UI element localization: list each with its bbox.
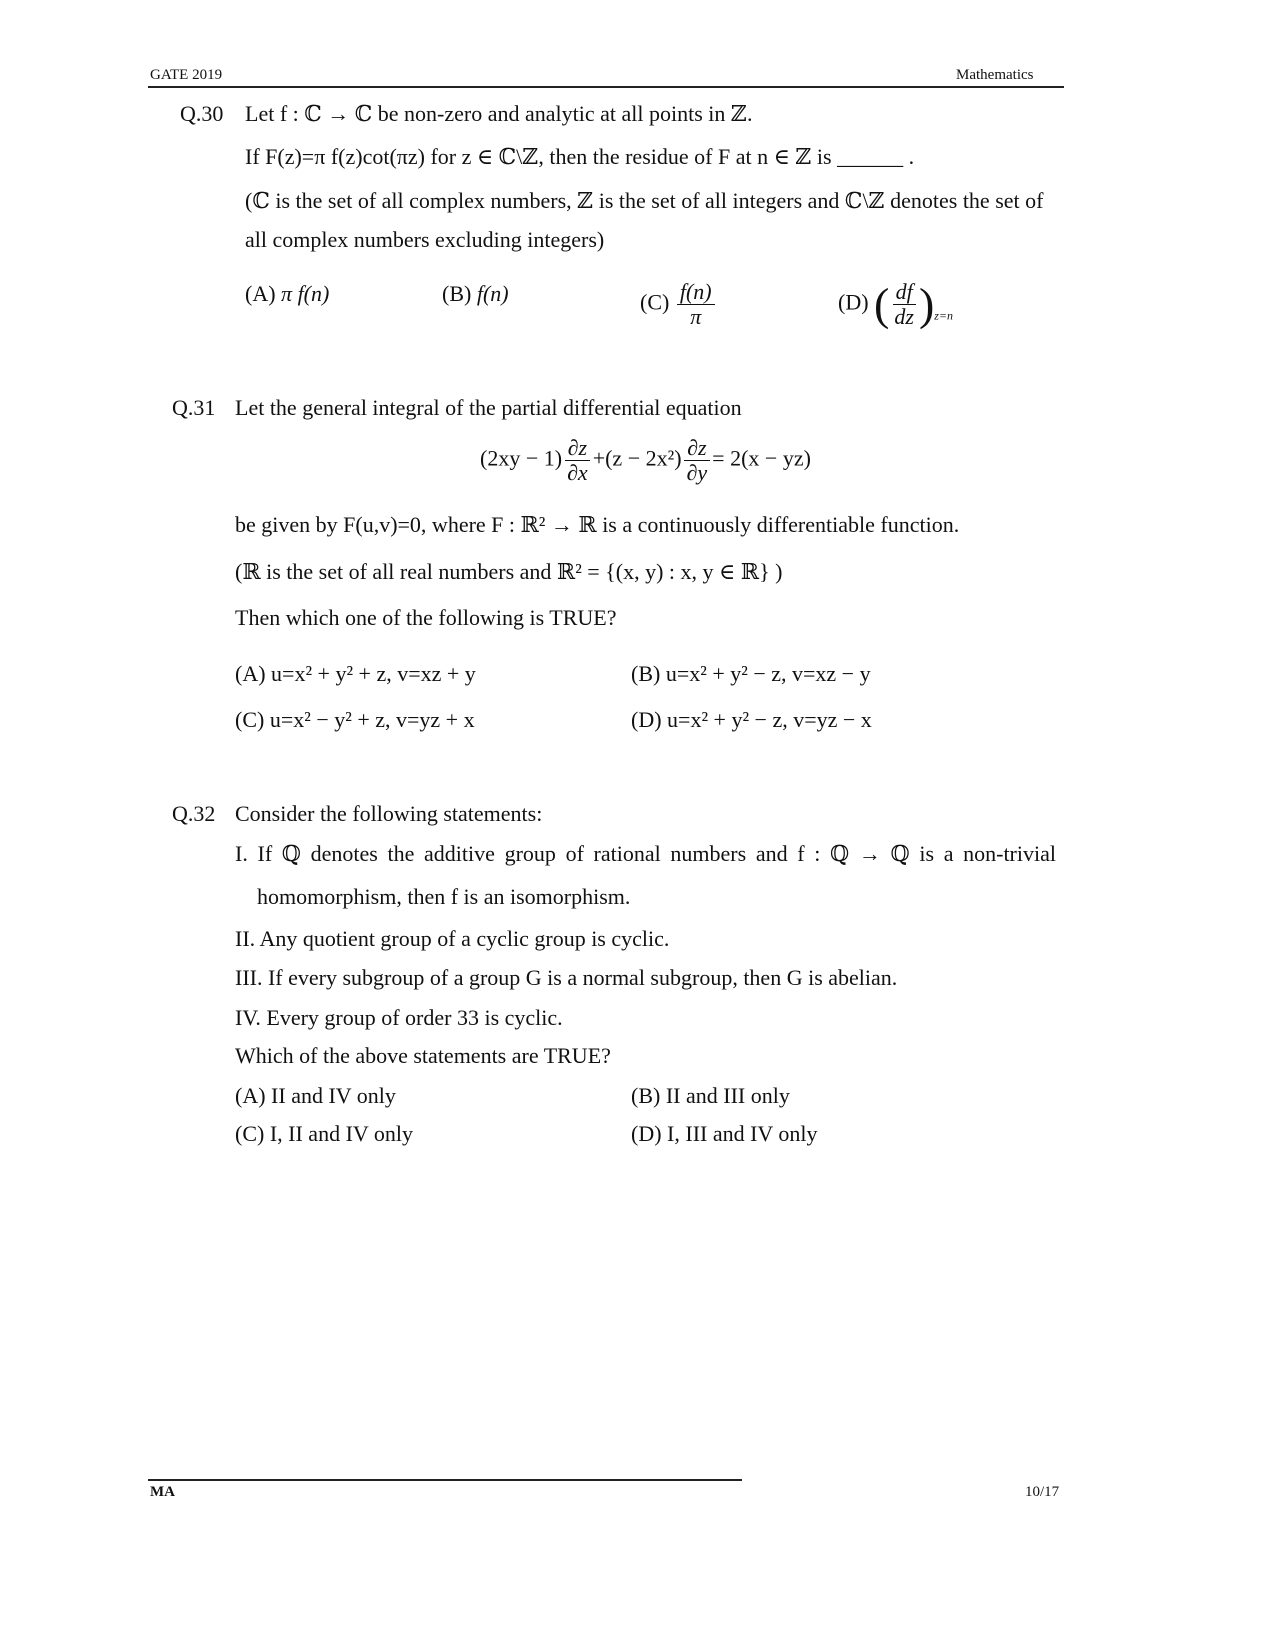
q30-option-c (640, 280, 717, 329)
q31-number: Q.31 (172, 395, 216, 420)
q32-option-d: (D) I, III and IV only (631, 1121, 818, 1146)
q30-line1: Let f : ℂ → ℂ be non-zero and analytic at all points in ℤ. (245, 101, 753, 126)
q31-line2: be given by F(u,v)=0, where F : ℝ² → ℝ is a continuously differentiable function. (235, 512, 960, 537)
q31-eq-mid: +(z − 2x²) (592, 445, 682, 471)
q31-option-a: (A) u=x² + y² + z, v=xz + y (235, 661, 476, 686)
header-exam-title: GATE 2019 (150, 67, 223, 83)
q32-number: Q.32 (172, 801, 216, 826)
q30-option-a-text: π f(n) (281, 281, 330, 306)
q32-option-b: (B) II and III only (631, 1083, 790, 1108)
q31-eq-frac2-den: ∂y (686, 460, 708, 485)
q30-number: Q.30 (180, 101, 224, 126)
q31-option-c: (C) u=x² − y² + z, v=yz + x (235, 707, 475, 732)
header-subject: Mathematics (956, 67, 1034, 83)
q31-eq-frac1-num: ∂z (565, 436, 590, 461)
footer-rule (148, 1479, 742, 1481)
q32-line1: Consider the following statements: (235, 801, 543, 826)
footer-page-number: 10/17 (1025, 1484, 1060, 1500)
q31-eq-right: = 2(x − yz) (712, 445, 811, 471)
q31-eq-left: (2xy − 1) (480, 445, 563, 471)
q30-line2: If F(z)=π f(z)cot(πz) for z ∈ ℂ\ℤ, then the residue of F at n ∈ ℤ is ______ . (245, 144, 915, 169)
q31-eq-frac2-num: ∂z (684, 436, 709, 461)
footer-paper-code: MA (150, 1484, 175, 1500)
header-rule (148, 86, 1064, 88)
q31-line4: Then which one of the following is TRUE? (235, 605, 617, 630)
q30-line3: (ℂ is the set of all complex numbers, ℤ is the set of all integers and ℂ\ℤ denotes the set of (245, 188, 1044, 213)
q32-statement-1a: I. If ℚ denotes the additive group of rational numbers and f : ℚ → ℚ is a non-trivial (235, 841, 1056, 866)
q32-statement-2: II. Any quotient group of a cyclic group is cyclic. (235, 926, 670, 951)
q30-option-a-label: (A) (245, 281, 276, 306)
q30-option-b (442, 280, 509, 308)
q31-line1: Let the general integral of the partial differential equation (235, 395, 742, 420)
q30-option-d-numerator: df (893, 280, 916, 305)
q32-ask: Which of the above statements are TRUE? (235, 1043, 611, 1068)
q30-option-d-label: (D) (838, 289, 869, 315)
q32-statement-3: III. If every subgroup of a group G is a normal subgroup, then G is abelian. (235, 965, 898, 990)
q30-option-d-denominator: dz (894, 304, 914, 329)
q30-option-b-label: (B) (442, 281, 472, 306)
q31-option-b: (B) u=x² + y² − z, v=xz − y (631, 661, 871, 686)
q30-option-b-text: f(n) (476, 281, 509, 306)
q31-option-d: (D) u=x² + y² − z, v=yz − x (631, 707, 872, 732)
q32-option-c: (C) I, II and IV only (235, 1121, 413, 1146)
q31-line3: (ℝ is the set of all real numbers and ℝ² = {(x, y) : x, y ∈ ℝ} ) (235, 559, 783, 584)
q31-equation (480, 436, 811, 485)
q30-option-a (245, 280, 329, 308)
q30-option-c-denominator: π (690, 304, 702, 329)
q30-option-c-label: (C) (640, 289, 670, 315)
q30-option-d-subscript: z=n (934, 308, 954, 323)
q30-line4: all complex numbers excluding integers) (245, 227, 605, 252)
q30-option-d: (D) ( $\frac{df}{dz}$ )$_{z=n}$ (838, 278, 954, 330)
q30-option-c-numerator: f(n) (677, 280, 715, 305)
q32-statement-1b: homomorphism, then f is an isomorphism. (257, 884, 631, 909)
q32-statement-4: IV. Every group of order 33 is cyclic. (235, 1005, 563, 1030)
q31-eq-frac1-den: ∂x (567, 460, 588, 485)
q32-option-a: (A) II and IV only (235, 1083, 396, 1108)
